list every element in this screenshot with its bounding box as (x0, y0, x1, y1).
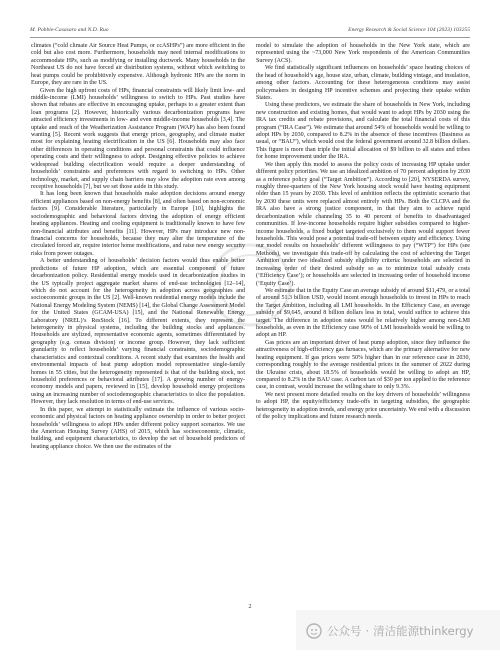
running-header (30, 27, 470, 37)
header-rule (30, 37, 470, 38)
paragraph: We then apply this model to assess the policy costs of increasing HP uptake under different policy priorities. We use an idealized ambition of 70 percent adoption by 2030 as a reference policy goal (“Target Ambition”). According to [20], NYSERDA survey, roughly three-quarters of the New York housing stock would have heating equipment older than 15 years by 2030. This level of ambition reflects the optimistic scenario that by 2030 these units were replaced almost entirely with HPs. Both the CLCPA and the IRA also have a strong justice component, in that they aim to achieve rapid decarbonization while channeling 35 to 40 percent of benefits to disadvantaged communities. If low-income households require higher subsidies compared to higher-income households, a fixed budget targeted exclusively to them would support fewer households. This would pose a potential trade-off between equity and efficiency. Using our model results on households’ different willingness to pay (“WTP”) for HPs (see Methods), we investigate this trade-off by calculating the cost of achieving the Target Ambition under two idealized subsidy eligibility criteria: households are selected in increasing order of their desired subsidy so as to minimize total subsidy costs (‘Efficiency Case’); or households are selected in increasing order of household income (‘Equity Case’). (256, 161, 470, 287)
header-journal: Energy Research & Social Science 104 (2023) 103255 (348, 27, 470, 33)
watermark-account: 清洁能源thinkergy (373, 624, 474, 638)
faint-seal-watermark-icon (205, 240, 295, 330)
paragraph: A better understanding of households’ decision factors would thus enable better predictions of future HP adoption, which are essential component of future decarbonization policy. Residential energy models used in decarbonization studies in the US typically project aggregate market shares of end-use technologies [12–14], which do not account for the heterogeneity in adoption across geographies and socioeconomic groups in the US [2]. Well-known residential energy models include the National Energy Modeling System (NEMS) [14], the Global Change Assessment Model for the United States (GCAM-USA) [15], and the National Renewable Energy Laboratory (NREL)’s ResStock [16]. To different extents, they represent the heterogeneity in physical systems, including the building stocks and appliances. Households are stylized, representative economic agents, sometimes differentiated by geography (e.g. census division) or income group. However, they lack sufficient granularity to reflect households’ varying financial constraints, sociodemographic characteristics and contextual conditions. A recent study that examines the health and environmental impacts of heat pump adoption model representative single-family homes in 55 cities, but the heterogeneity represented is that of the building stock, not household preferences or behavioral attributes [17]. A growing number of energy-economy models and papers, reviewed in [15], develop household energy projections using an increasing number of sociodemographic characteristics to slice the population. However, they lack resolution in terms of end-use services. (31, 258, 245, 406)
watermark-separator: · (365, 624, 370, 638)
paragraph: In this paper, we attempt to statistically estimate the influence of various socio-economic and physical factors on heating appliance ownership in order to better project households’ willingness to adopt HPs under different policy support scenarios. We use the American Housing Survey (AHS) of 2015, which has socioeconomic, climatic, building, and equipment characteristics, to develop the set of household predictors of heating appliance choice. We then use the estimates of the (31, 406, 245, 450)
header-authors: M. Pobbie-Casasaro and N.D. Ruo (30, 27, 109, 33)
paragraph: Using these predictors, we estimate the share of households in New York, including new construction and existing homes, that would want to adopt HPs by 2030 using the IRA tax credits and rebate provisions, and calculate the total financial costs of this program (“IRA Case”). We estimate that around 54% of households would be willing to adopt HPs by 2030, compared to 8.2% in the absence of these incentives (Business as usual, or “BAU”), which would cost the federal government around 32.8 billion dollars. This figure is more than triple the initial allocation of $9 billion to all states and tribes for home improvement under the IRA. (256, 102, 470, 161)
paragraph: model to simulate the adoption of households in the New York state, which are represented using the ~73,000 New York respondents of the American Communities Survey (ACS). (256, 43, 470, 64)
paragraph: Given the high upfront costs of HPs, financial constraints will likely limit low- and middle-income (LMI) households’ willingness to switch to HPs. Past studies have shown that rebates are effective in encouraging uptake, perhaps to a greater extent than loan programs [2]. However, historically various decarbonization programs have attracted efficiency investments in low- and even middle-income households [3,4]. The uptake and reach of the Weatherization Assistance Program (WAP) has also been found wanting [5]. Recent work suggests that energy prices, geography, and climate matter most for explaining heating electrification in the US [6]. Households may also face other differences in operating conditions and personal constraints that could influence operating costs and their willingness to adopt. Designing effective policies to achieve widespread building electrification would require a deeper understanding of households’ constraints and preferences with regard to switching to HPs. Other technology, market, and supply chain barriers may slow the adoption rate even among receptive households [7], but we set those aside in this study. (31, 87, 245, 191)
page-number: 2 (248, 604, 252, 610)
paragraph: Gas prices are an important driver of heat pump adoption, since they influence the attractiveness of high-efficiency gas furnaces, which are the primary alternative for new heating equipment. If gas prices were 50% higher than in our reference case in 2030, corresponding roughly to the average residential prices in the summer of 2022 during the Ukraine crisis, about 18.5% of households would be willing to adopt an HP, compared to 8.2% in the BAU case. A carbon tax of $30 per ton applied to the reference case, in contrast, would increase the willing share to only 9.3%. (256, 339, 470, 391)
paragraph: climates (“cold climate Air Source Heat Pumps, or ccASHPs”) are more efficient in the cold but also cost more. Furthermore, households may need internal modifications to accommodate HPs, such as modifying or installing ductwork. Many households in the Northeast US do not have forced air distribution systems, without which switching to heat pumps could be prohibitively expensive. Although hydronic HPs are the norm in Europe, they are rare in the US. (31, 43, 245, 87)
paragraph: We find statistically significant influences on households’ space heating choices of the head of household’s age, house size, urban, climate, building vintage, and insulation, among other factors. Accounting for these heterogeneous conditions may assist policymakers in designing HP incentive schemes and projecting their uptake within States. (256, 65, 470, 101)
wechat-watermark (306, 621, 473, 641)
paragraph: It has long been known that households make adoption decisions around energy efficient appliances based on non-energy benefits [8], and often based on non-economic factors [9]. Considerable literature, particularly in Europe [10], highlights the sociodemographic and behavioral factors driving the adoption of energy efficient heating appliances. Heating and cooling equipment is traditionally known to have few non-financial attributes and benefits [11]. However, HPs may introduce new non-financial concerns for households, because they may alter the temperature of the circulated forced air, require interior home modifications, and raise new energy security risks from power outages. (31, 191, 245, 257)
watermark-platform: 公众号 (327, 624, 362, 638)
wechat-logo-icon (306, 623, 322, 639)
paragraph: We estimate that in the Equity Case an average subsidy of around $11,479, or a total of around 51.3 billion USD, would incent enough households to invest in HPs to reach the Target Ambition, including all LMI households. In the Efficiency Case, an average subsidy of $9,645, around 8 billion dollars less in total, would suffice to achieve this target. The difference in adoption rates would be relatively higher among non-LMI households, as even in the Efficiency case 90% of LMI households would be willing to adopt an HP. (256, 287, 470, 339)
right-column (256, 43, 470, 422)
paragraph: We next present more detailed results on the key drivers of households’ willingness to adopt HP, the equity/efficiency trade-offs in targeting subsidies, the geographic heterogeneity in adoption trends, and energy price uncertainty. We end with a discussion of the policy implications and future research needs. (256, 391, 470, 421)
